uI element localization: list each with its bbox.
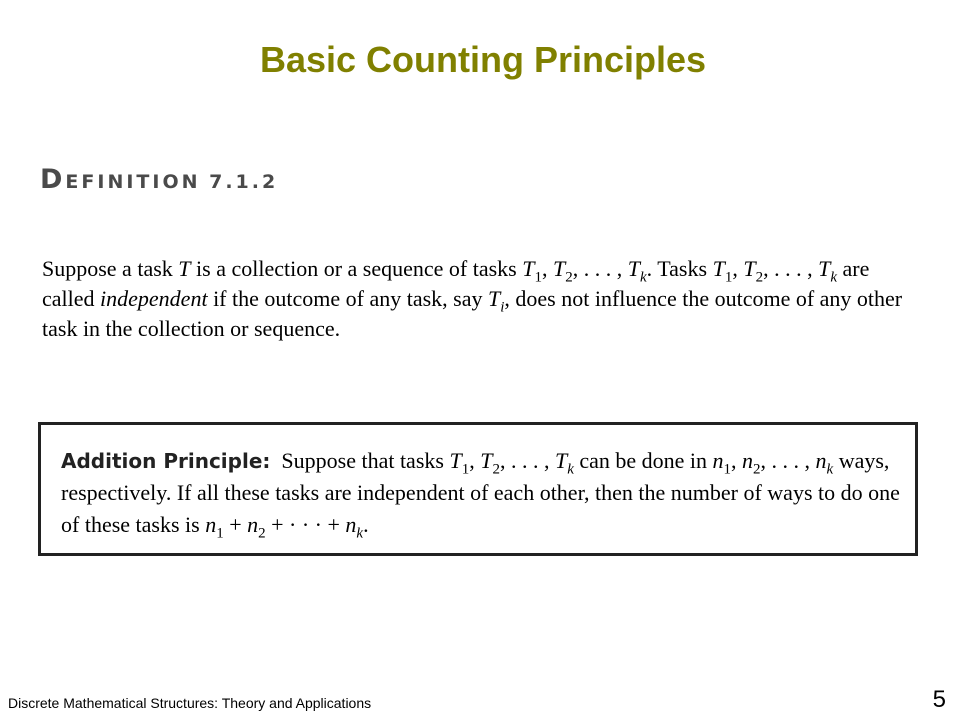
principle-sub: k [356,525,364,542]
slide-title: Basic Counting Principles [259,39,707,80]
def-math-T1: T [522,256,535,281]
principle-text: , . . . , [760,448,816,473]
def-math-T2: T [552,256,566,281]
def-text: , . . . , [763,256,819,281]
principle-text: , [731,448,743,473]
principle-text: . [363,512,369,537]
def-text: Suppose a task [42,256,179,281]
def-text: , [541,256,553,281]
def-math-T: T [178,256,191,281]
definition-body [42,254,927,344]
principle-sub: 1 [461,461,470,478]
principle-text: , . . . , [499,448,555,473]
def-sub: 1 [724,269,733,286]
principle-math-nk: n [815,448,827,473]
principle-math-n2: n [742,448,754,473]
principle-math-n1: n [712,448,724,473]
def-math-Tk: T [818,256,831,281]
def-sub: 2 [755,269,764,286]
principle-sub: 1 [723,461,732,478]
principle-plus: + · · · + [265,512,346,537]
def-math-Ti: T [488,286,501,311]
principle-text: Suppose that tasks [281,448,450,473]
def-text: , does not influence the outcome of any other task in the collection or sequence. [42,286,903,341]
principle-sum-nk: n [345,512,357,537]
principle-sum-n1: n [205,512,217,537]
definition-heading-initial: D [40,164,66,195]
definition-heading-word: EFINITION [65,171,201,193]
def-sub: k [639,269,647,286]
principle-sub: 2 [753,461,761,478]
def-term-independent: independent [100,286,208,311]
definition-heading-number: 7.1.2 [209,171,279,193]
def-text: , [732,256,744,281]
principle-plus: + [223,512,248,537]
principle-sub: 1 [216,525,224,542]
principle-text: , [469,448,481,473]
def-math-Tk: T [627,256,640,281]
addition-principle-text [61,445,906,541]
def-sub: 2 [565,269,573,286]
principle-text: can be done in [573,448,713,473]
principle-sub: k [826,461,834,478]
def-text: , . . . , [572,256,628,281]
principle-sum-n2: n [247,512,259,537]
def-math-T1: T [712,256,725,281]
definition-heading [40,164,278,195]
addition-principle-box [38,422,918,556]
principle-math-T2: T [480,448,493,473]
def-text: are called [42,256,870,311]
def-sub: k [830,269,837,286]
footer-book-title: Discrete Mathematical Structures: Theory and Applications [8,695,372,711]
principle-text: ways, respectively. If all these tasks are independent of each other, then the number of ways to do one of these tasks is [61,448,900,537]
def-sub: 1 [534,269,542,286]
page-number: 5 [932,686,946,713]
principle-sub: 2 [258,525,266,542]
principle-math-T1: T [449,448,462,473]
addition-principle-label: Addition Principle: [61,449,271,473]
principle-sub: 2 [492,461,500,478]
def-text: is a collection or a sequence of tasks [190,256,523,281]
def-text: . Tasks [646,256,713,281]
principle-sub: k [567,461,574,478]
def-text: if the outcome of any task, say [207,286,488,311]
def-math-T2: T [743,256,756,281]
principle-math-Tk: T [554,448,568,473]
def-sub: i [500,299,505,316]
